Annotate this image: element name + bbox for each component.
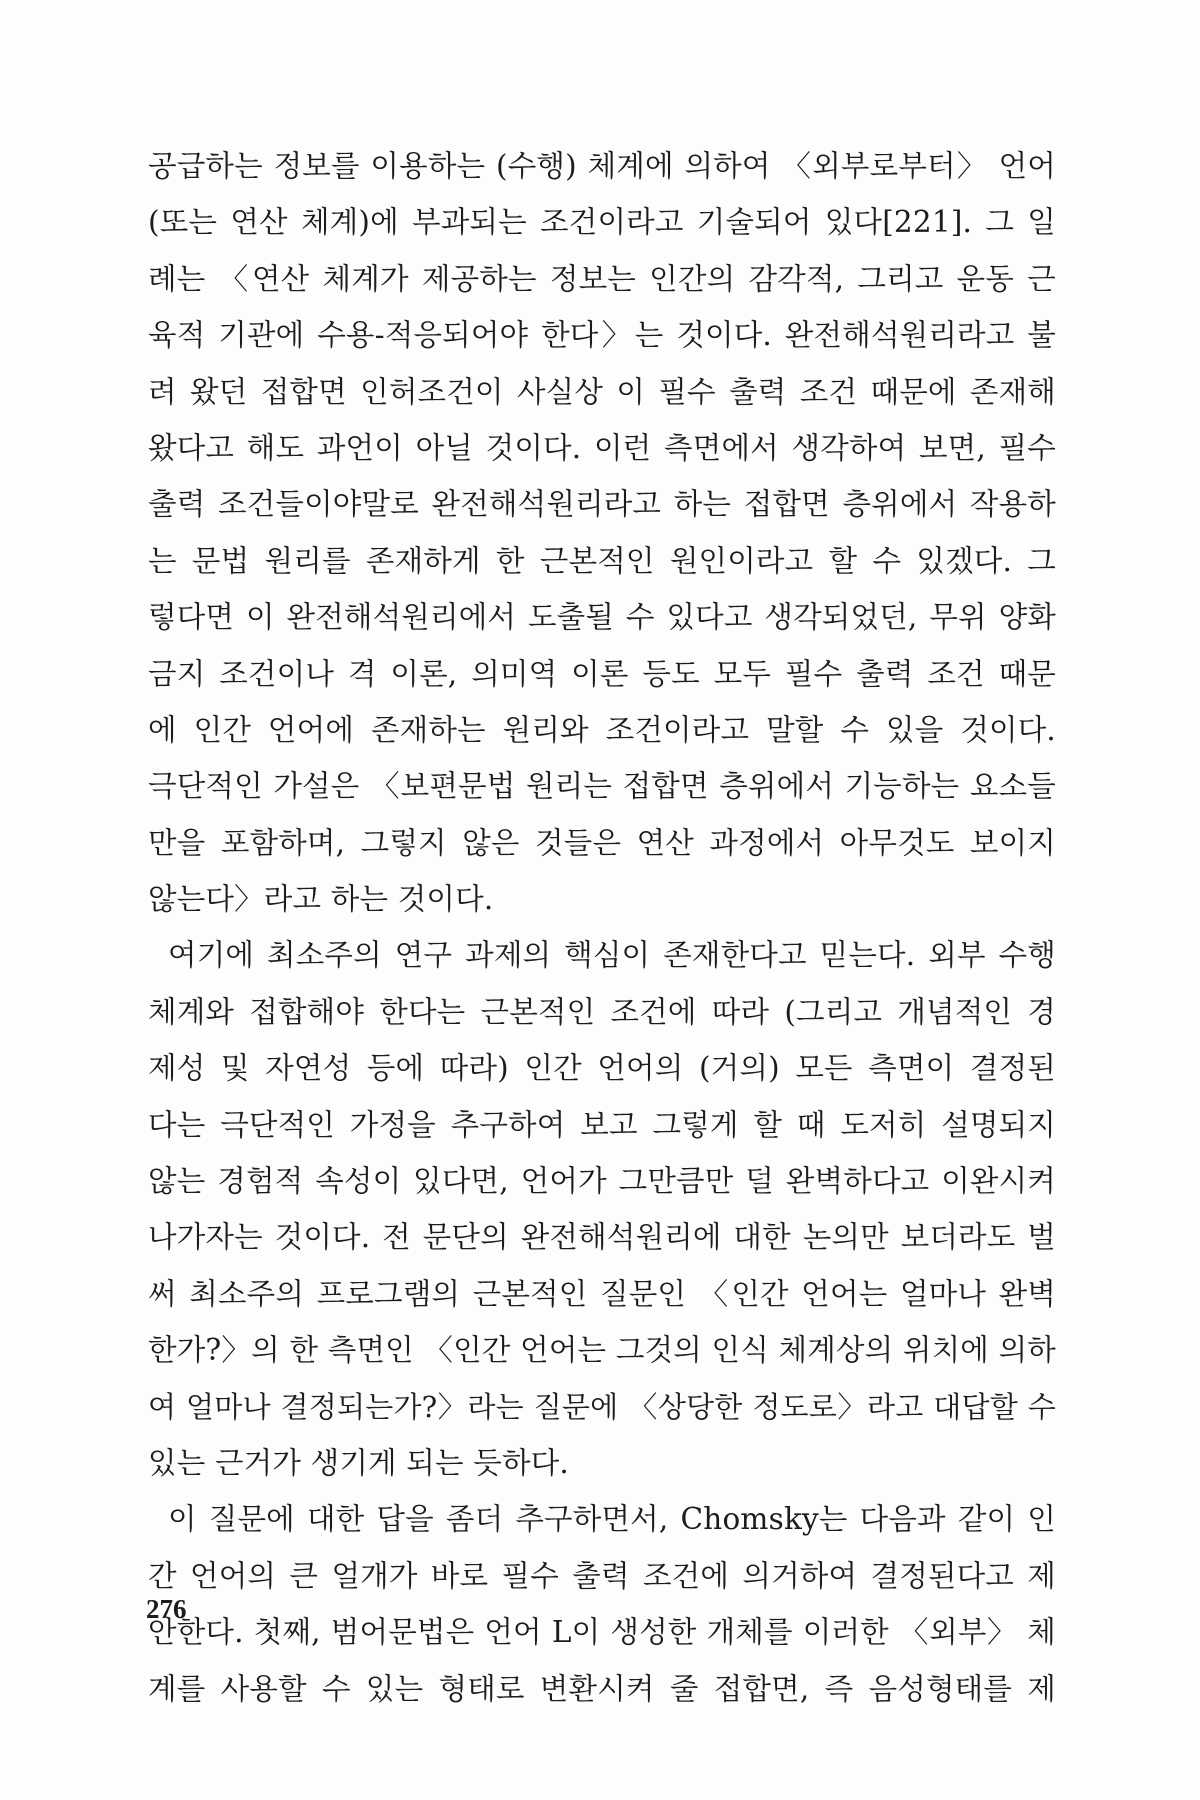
text-line: 려 왔던 접합면 인허조건이 사실상 이 필수 출력 조건 때문에 존재해 — [148, 374, 1056, 409]
text-line: 는 문법 원리를 존재하게 한 근본적인 원인이라고 할 수 있겠다. 그 — [148, 543, 1056, 578]
text-line: 극단적인 가설은 〈보편문법 원리는 접합면 층위에서 기능하는 요소들 — [148, 769, 1056, 804]
text-line: 만을 포함하며, 그렇지 않은 것들은 연산 과정에서 아무것도 보이지 — [148, 825, 1056, 860]
text-line: 출력 조건들이야말로 완전해석원리라고 하는 접합면 층위에서 작용하 — [148, 487, 1056, 522]
text-line: 공급하는 정보를 이용하는 (수행) 체계에 의하여 〈외부로부터〉 언어 — [148, 149, 1056, 183]
text-line: 에 인간 언어에 존재하는 원리와 조건이라고 말할 수 있을 것이다. — [148, 712, 1056, 747]
text-line: 금지 조건이나 격 이론, 의미역 이론 등도 모두 필수 출력 조건 때문 — [148, 656, 1056, 691]
text-line: 체계와 접합해야 한다는 근본적인 조건에 따라 (그리고 개념적인 경 — [148, 994, 1056, 1029]
paragraph-start-line: 이 질문에 대한 답을 좀더 추구하면서, Chomsky는 다음과 같이 인 — [168, 1502, 1056, 1537]
text-line: 나가자는 것이다. 전 문단의 완전해석원리에 대한 논의만 보더라도 벌 — [148, 1220, 1056, 1255]
text-line: 계를 사용할 수 있는 형태로 변환시켜 줄 접합면, 즉 음성형태를 제 — [148, 1671, 1056, 1706]
page-number: 276 — [146, 1594, 187, 1624]
text-line: 간 언어의 큰 얼개가 바로 필수 출력 조건에 의거하여 결정된다고 제 — [148, 1558, 1056, 1593]
text-line: 렇다면 이 완전해석원리에서 도출될 수 있다고 생각되었던, 무위 양화 — [148, 600, 1056, 635]
text-line: 한가?〉의 한 측면인 〈인간 언어는 그것의 인식 체계상의 위치에 의하 — [148, 1333, 1056, 1368]
paragraph-start-line: 여기에 최소주의 연구 과제의 핵심이 존재한다고 믿는다. 외부 수행 — [168, 938, 1056, 973]
text-line: 왔다고 해도 과언이 아닐 것이다. 이런 측면에서 생각하여 보면, 필수 — [148, 430, 1056, 465]
text-line: 육적 기관에 수용-적응되어야 한다〉는 것이다. 완전해석원리라고 불 — [148, 318, 1056, 353]
text-line: 않는 경험적 속성이 있다면, 언어가 그만큼만 덜 완벽하다고 이완시켜 — [148, 1164, 1056, 1199]
text-line: 써 최소주의 프로그램의 근본적인 질문인 〈인간 언어는 얼마나 완벽 — [148, 1276, 1056, 1311]
text-line: 례는 〈연산 체계가 제공하는 정보는 인간의 감각적, 그리고 운동 근 — [148, 261, 1056, 296]
text-line: (또는 연산 체계)에 부과되는 조건이라고 기술되어 있다[221]. 그 일 — [148, 205, 1056, 240]
paragraph-end-line: 있는 근거가 생기게 되는 듯하다. — [148, 1445, 569, 1480]
text-line: 다는 극단적인 가정을 추구하여 보고 그렇게 할 때 도저히 설명되지 — [148, 1107, 1056, 1142]
paragraph-end-line: 않는다〉라고 하는 것이다. — [148, 882, 494, 917]
text-line: 안한다. 첫째, 범어문법은 언어 L이 생성한 개체를 이러한 〈외부〉 체 — [148, 1615, 1056, 1650]
text-line: 제성 및 자연성 등에 따라) 인간 언어의 (거의) 모든 측면이 결정된 — [148, 1051, 1056, 1086]
text-line: 여 얼마나 결정되는가?〉라는 질문에 〈상당한 정도로〉라고 대답할 수 — [148, 1389, 1056, 1424]
body-text — [148, 138, 1056, 1717]
